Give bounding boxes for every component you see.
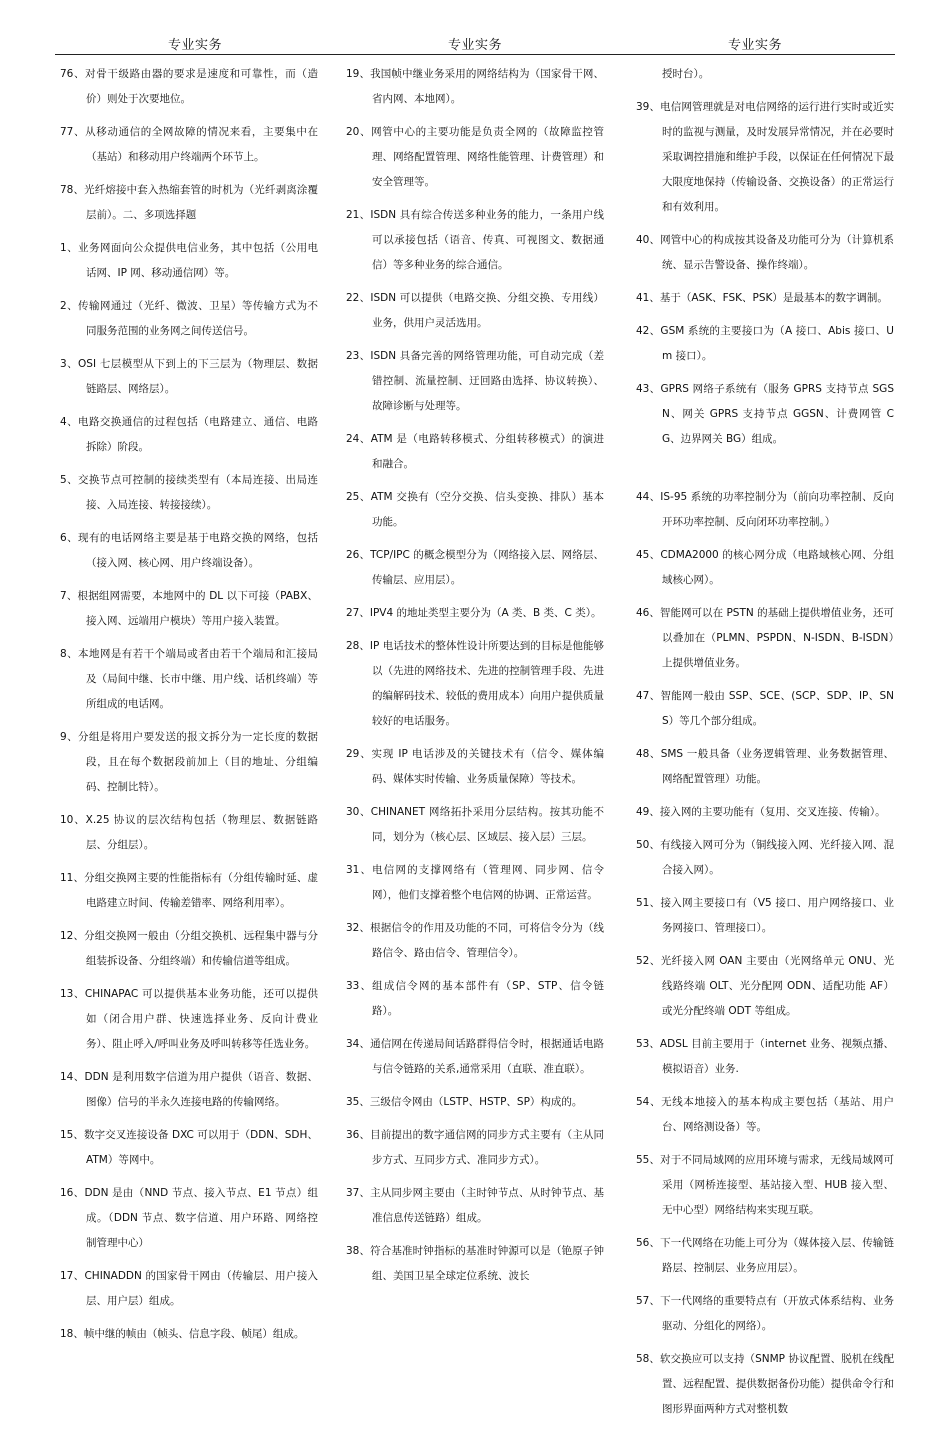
question-item: 15、数字交叉连接设备 DXC 可以用于（DDN、SDH、ATM）等网中。 — [60, 1129, 318, 1166]
question-item: 16、DDN 是由（NND 节点、接入节点、E1 节点）组成。（DDN 节点、数字信道、用户环路、网络控制管理中心） — [60, 1187, 318, 1249]
question-item: 35、三级信令网由（LSTP、HSTP、SP）构成的。 — [346, 1096, 583, 1108]
question-item: 43、GPRS 网络子系统有（服务 GPRS 支持节点 SGSN、网关 GPRS 支持节点 GGSN、计费网管 CG、边界网关 BG）组成。 — [636, 383, 894, 445]
question-item: 8、本地网是有若干个端局或者由若干个端局和汇接局及（局间中继、长市中继、用户线、话机终端）等所组成的电话网。 — [60, 648, 318, 710]
question-item: 17、CHINADDN 的国家骨干网由（传输层、用户接入层、用户层）组成。 — [60, 1270, 318, 1307]
header-label-center: 专业实务 — [447, 38, 502, 53]
question-item: 29、实现 IP 电话涉及的关键技术有（信令、媒体编码、媒体实时传输、业务质量保障）等技术。 — [346, 748, 604, 785]
question-item: 47、智能网一般由 SSP、SCE、(SCP、SDP、IP、SNS）等几个部分组成。 — [636, 690, 894, 727]
question-item: 26、TCP/IPC 的概念模型分为（网络接入层、网络层、传输层、应用层）。 — [346, 549, 604, 586]
question-item: 41、基于（ASK、FSK、PSK）是最基本的数字调制。 — [636, 292, 888, 304]
question-item: 48、SMS 一般具备（业务逻辑管理、业务数据管理、网络配置管理）功能。 — [636, 748, 894, 785]
question-item: 授时台）。 — [662, 68, 710, 80]
question-item: 53、ADSL 目前主要用于（internet 业务、视频点播、模拟语音）业务. — [636, 1038, 894, 1075]
question-item: 1、业务网面向公众提供电信业务，其中包括（公用电话网、IP 网、移动通信网）等。 — [60, 242, 318, 279]
column-middle — [346, 62, 604, 1297]
question-item: 14、DDN 是利用数字信道为用户提供（语音、数据、图像）信号的半永久连接电路的传输网络。 — [60, 1071, 318, 1108]
question-item: 44、IS-95 系统的功率控制分为（前向功率控制、反向开环功率控制、反向闭环功率控制。） — [636, 491, 894, 528]
question-item: 42、GSM 系统的主要接口为（A 接口、Abis 接口、Um 接口）。 — [636, 325, 894, 362]
question-item: 7、根据组网需要，本地网中的 DL 以下可接（PABX、接入网、远端用户模块）等用户接入装置。 — [60, 590, 318, 627]
question-item: 25、ATM 交换有（空分交换、信头变换、排队）基本功能。 — [346, 491, 604, 528]
question-item: 18、帧中继的帧由（帧头、信息字段、帧尾）组成。 — [60, 1328, 305, 1340]
question-item: 45、CDMA2000 的核心网分成（电路域核心网、分组域核心网）。 — [636, 549, 894, 586]
column-left — [60, 62, 318, 1355]
header-label-right: 专业实务 — [727, 38, 782, 53]
question-item: 30、CHINANET 网络拓扑采用分层结构。按其功能不同，划分为（核心层、区域层、接入层）三层。 — [346, 806, 604, 843]
question-item: 58、软交换应可以支持（SNMP 协议配置、脱机在线配置、远程配置、提供数据备份功能）提供命令行和图形界面两种方式对整机数 — [636, 1353, 894, 1415]
question-item: 32、根据信令的作用及功能的不同，可将信令分为（线路信令、路由信令、管理信令）。 — [346, 922, 604, 959]
question-item: 20、网管中心的主要功能是负责全网的（故障监控管理、网络配置管理、网络性能管理、计费管理）和安全管理等。 — [346, 126, 604, 188]
question-item: 56、下一代网络在功能上可分为（媒体接入层、传输链路层、控制层、业务应用层）。 — [636, 1237, 894, 1274]
question-item: 9、分组是将用户要发送的报文拆分为一定长度的数据段，且在每个数据段前加上（目的地址、分组编码、控制比特）。 — [60, 731, 318, 793]
question-item: 54、无线本地接入的基本构成主要包括（基站、用户台、网络测设备）等。 — [636, 1096, 894, 1133]
question-item: 2、传输网通过（光纤、微波、卫星）等传输方式为不同服务范围的业务网之间传送信号。 — [60, 300, 318, 337]
question-item: 6、现有的电话网络主要是基于电路交换的网络，包括（接入网、核心网、用户终端设备）。 — [60, 532, 318, 569]
question-item: 12、分组交换网一般由（分组交换机、远程集中器与分组装拆设备、分组终端）和传输信道等组成。 — [60, 930, 318, 967]
question-item: 76、对骨干级路由器的要求是速度和可靠性，而（造价）则处于次要地位。 — [60, 68, 318, 105]
question-item: 77、从移动通信的全网故障的情况来看，主要集中在（基站）和移动用户终端两个环节上。 — [60, 126, 318, 163]
question-item: 27、IPV4 的地址类型主要分为（A 类、B 类、C 类）。 — [346, 607, 602, 619]
question-item: 23、ISDN 具备完善的网络管理功能，可自动完成（差错控制、流量控制、迂回路由选择、协议转换）、故障诊断与处理等。 — [346, 350, 604, 412]
question-item: 51、接入网主要接口有（V5 接口、用户网络接口、业务网接口、管理接口）。 — [636, 897, 894, 934]
question-item: 19、我国帧中继业务采用的网络结构为（国家骨干网、省内网、本地网）。 — [346, 68, 604, 105]
question-item: 55、对于不同局域网的应用环境与需求，无线局域网可采用（网桥连接型、基站接入型、HUB 接入型、无中心型）网络结构来实现互联。 — [636, 1154, 894, 1216]
question-item: 24、ATM 是（电路转移模式、分组转移模式）的演进和融合。 — [346, 433, 604, 470]
question-item: 46、智能网可以在 PSTN 的基础上提供增值业务，还可以叠加在（PLMN、PSPDN、N-ISDN、B-ISDN）上提供增值业务。 — [636, 607, 894, 669]
question-item: 38、符合基准时钟指标的基准时钟源可以是（铯原子钟组、美国卫星全球定位系统、波长 — [346, 1245, 604, 1282]
question-item: 5、交换节点可控制的接续类型有（本局连接、出局连接、入局连接、转接接续）。 — [60, 474, 318, 511]
question-item: 78、光纤熔接中套入热缩套管的时机为（光纤剥离涂覆层前）。二、多项选择题 — [60, 184, 318, 221]
column-right — [636, 62, 894, 1430]
question-item: 37、主从同步网主要由（主时钟节点、从时钟节点、基准信息传送链路）组成。 — [346, 1187, 604, 1224]
question-item: 10、X.25 协议的层次结构包括（物理层、数据链路层、分组层）。 — [60, 814, 318, 851]
question-item: 50、有线接入网可分为（铜线接入网、光纤接入网、混合接入网）。 — [636, 839, 894, 876]
question-item: 3、OSI 七层模型从下到上的下三层为（物理层、数据链路层、网络层）。 — [60, 358, 318, 395]
question-item: 39、电信网管理就是对电信网络的运行进行实时或近实时的监视与测量，及时发展异常情况，并在必要时采取调控措施和维护手段，以保证在任何情况下最大限度地保持（传输设备、交换设备）的正常运行和有效利用。 — [636, 101, 894, 213]
question-item: 57、下一代网络的重要特点有（开放式体系结构、业务驱动、分组化的网络）。 — [636, 1295, 894, 1332]
question-item: 28、IP 电话技术的整体性设计所要达到的目标是他能够以（先进的网络技术、先进的控制管理手段、先进的编解码技术、较低的费用成本）向用户提供质量较好的电话服务。 — [346, 640, 604, 727]
question-item: 31、电信网的支撑网络有（管理网、同步网、信令网），他们支撑着整个电信网的协调、正常运营。 — [346, 864, 604, 901]
question-item: 22、ISDN 可以提供（电路交换、分组交换、专用线）业务，供用户灵活选用。 — [346, 292, 604, 329]
question-item: 49、接入网的主要功能有（复用、交叉连接、传输）。 — [636, 806, 886, 818]
question-item: 34、通信网在传递局间话路群得信令时，根据通话电路与信令链路的关系,通常采用（直联、准直联）。 — [346, 1038, 604, 1075]
question-item: 36、目前提出的数字通信网的同步方式主要有（主从同步方式、互同步方式、准同步方式）。 — [346, 1129, 604, 1166]
header-label-left: 专业实务 — [167, 38, 222, 53]
question-item: 21、ISDN 具有综合传送多种业务的能力，一条用户线可以承接包括（语音、传真、可视图文、数据通信）等多种业务的综合通信。 — [346, 209, 604, 271]
question-item: 52、光纤接入网 OAN 主要由（光网络单元 ONU、光线路终端 OLT、光分配网 ODN、适配功能 AF）或光分配终端 ODT 等组成。 — [636, 955, 894, 1017]
page-header — [55, 36, 895, 55]
question-item: 11、分组交换网主要的性能指标有（分组传输时延、虚电路建立时间、传输差错率、网络利用率）。 — [60, 872, 318, 909]
question-item: 13、CHINAPAC 可以提供基本业务功能，还可以提供如（闭合用户群、快速选择业务、反向计费业务）、阻止呼入/呼叫业务及呼叫转移等任选业务。 — [60, 988, 318, 1050]
question-item: 33、组成信令网的基本部件有（SP、STP、信令链路）。 — [346, 980, 604, 1017]
question-item: 40、网管中心的构成按其设备及功能可分为（计算机系统、显示告警设备、操作终端）。 — [636, 234, 894, 271]
question-item: 4、电路交换通信的过程包括（电路建立、通信、电路拆除）阶段。 — [60, 416, 318, 453]
